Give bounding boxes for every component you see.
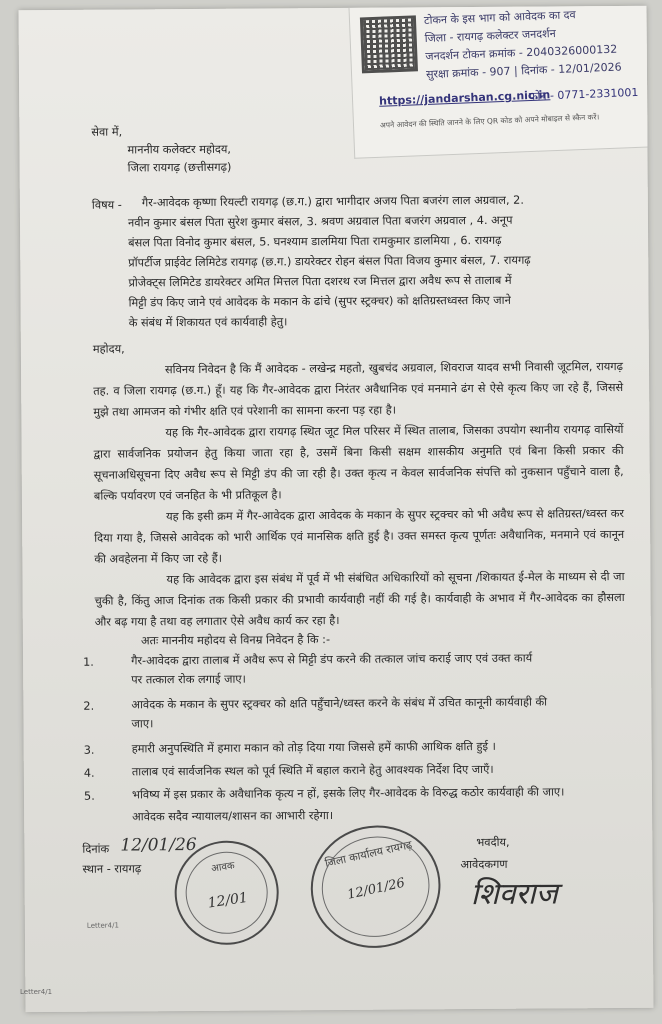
paragraph-1: सविनय निवेदन है कि मैं आवेदक - लखेन्द्र महतो, खुबचंद अग्रवाल, शिवराज यादव सभी निवासी जूटमिल, रायगढ़ तह. व जिला रायगढ़ (छ.ग.) हूँ। यह कि गैर-आवेदक द्वारा निरंतर अवैधानिक एवं मनमाने ढंग से ऐसे कृत्य किए जा रहे हैं, जिससे मुझे तथा आमजन को गंभीर क्षति एवं परेशानी का सामना करना पड़ रहा है। [93, 359, 624, 419]
stamp-right-date: 12/01/26 [346, 875, 407, 903]
jandarshan-url: https://jandarshan.cg.nic.in [378, 88, 551, 108]
paragraph-2: यह कि गैर-आवेदक द्वारा रायगढ़ स्थित जूट मिल परिसर में स्थित तालाब, जिसका उपयोग स्थानीय रायगढ़ वासियों द्वारा सार्वजनिक प्रयोजन हेतु किया जाता रहा है, उसमें बिना किसी सक्षम शासकीय अनुमति एवं बिना किसी प्रकार की सूचनाअधिसूचना दिए अवैध रूप से मिट्टी डंप की जा रही है। उक्त कृत्य न केवल सार्वजनिक संपत्ति को नुकसान पहुँचाने वाला है, बल्कि पर्यावरण एवं जनहित के भी प्रतिकूल है। [93, 422, 624, 503]
seva-mein: सेवा में, [91, 125, 123, 139]
subject-line: मिट्टी डंप किए जाने एवं आवेदक के मकान के ढांचे (सुपर स्ट्रक्चर) को क्षतिग्रस्तध्वस्त किए जाने [128, 293, 511, 310]
list-item-number: 3. [83, 743, 95, 757]
subject-line: प्रोजेक्ट्स लिमिटेड डायरेक्टर अमित मित्तल पिता दशरथ रज मित्तल द्वारा अवैध रूप से तालाब में [128, 273, 512, 290]
applicant-label: आवेदकगण [460, 857, 508, 872]
token-slip-district: जिला - रायगढ़ कलेक्टर जनदर्शन [424, 26, 556, 45]
qr-note: अपने आवेदन की स्थिति जानने के लिए QR कोड को अपने मोबाइल से स्कैन करें। [379, 112, 600, 130]
footer-inner: Letter4/1 [86, 921, 119, 930]
list-item: तालाब एवं सार्वजनिक स्थल को पूर्व स्थिति में बहाल कराने हेतु आवश्यक निर्देश दिए जाएँ। [131, 762, 494, 779]
letter-sheet [19, 6, 654, 1012]
token-slip-title: टोकन के इस भाग को आवेदक का दव [423, 8, 576, 28]
paragraph-3: यह कि इसी क्रम में गैर-आवेदक द्वारा आवेदक के मकान के सुपर स्ट्रक्चर को भी अवैध रूप से क्षतिग्रस्त/ध्वस्त कर दिया गया है, जिससे आवेदक को भारी आर्थिक एवं मानसिक क्षति हुई है। उक्त समस्त कृत्य पूर्णतः अवैधानिक, मनमाने एवं कानून की अवहेलना में किए जा रहे हैं। [94, 506, 625, 566]
token-slip [349, 6, 654, 159]
closing-line: आवेदक सदैव न्यायालय/शासन का आभारी रहेगा। [132, 809, 334, 824]
list-item-number: 2. [83, 699, 95, 713]
subject-label: विषय - [91, 198, 122, 212]
address-line-1: माननीय कलेक्टर महोदय, [127, 142, 232, 157]
list-item-number: 4. [83, 766, 95, 780]
list-item: भविष्य में इस प्रकार के अवैधानिक कृत्य न हों, इसके लिए गैर-आवेदक के विरुद्ध कठोर कार्यवाही की जाए। [131, 785, 565, 802]
office-stamp [299, 813, 452, 960]
subject-line: के संबंध में शिकायत एवं कार्यवाही हेतु। [128, 315, 288, 330]
place: स्थान - रायगढ़ [82, 862, 142, 876]
bhavdiya: भवदीय, [476, 835, 510, 850]
subject-line: प्रॉपर्टीज प्राईवेट लिमिटेड रायगढ़ (छ.ग.) डायरेक्टर रोहन बंसल पिता विजय कुमार बंसल, 7. रायगढ़ [128, 253, 531, 270]
address-line-2: जिला रायगढ़ (छत्तीसगढ़) [127, 160, 232, 175]
phone-number: फोन - 0771-2331001 [528, 85, 639, 104]
list-item-number: 1. [83, 655, 94, 669]
applicant-signature: शिवराज [470, 876, 558, 913]
list-item: पर तत्काल रोक लगाई जाए। [131, 672, 246, 687]
paragraph-4: यह कि आवेदक द्वारा इस संबंध में पूर्व में भी संबंधित अधिकारियों को सूचना /शिकायत ई-मेल के माध्यम से दी जा चुकी है, किंतु आज दिनांक तक किसी प्रकार की प्रभावी कार्यवाही नहीं की गई है। कार्यवाही के अभाव में गैर-आवेदक का हौसला और बढ़ गया है तथा वह लगातार ऐसे अवैध कार्य कर रहा है। [94, 569, 625, 629]
list-item-number: 5. [83, 789, 95, 803]
list-item: जाए। [131, 717, 154, 731]
token-number: जनदर्शन टोकन क्रमांक - 2040326000132 [425, 42, 618, 63]
list-item: गैर-आवेदक द्वारा तालाब में अवैध रूप से मिट्टी डंप करने की तत्काल जांच कराई जाए एवं उक्त कार्य [131, 651, 533, 668]
handwritten-date: 12/01/26 [120, 834, 197, 856]
stamp-left-top-text: आवक [210, 860, 236, 875]
subject-line: गैर-आवेदक कृष्णा रियल्टी रायगढ़ (छ.ग.) द्वारा भागीदार अजय पिता बजरंग लाल अग्रवाल, 2. [141, 193, 524, 210]
security-number-date: सुरक्षा क्रमांक - 907 | दिनांक - 12/01/2026 [425, 60, 622, 81]
subject-line: नवीन कुमार बंसल पिता सुरेश कुमार बंसल, 3. श्रवण अग्रवाल पिता बजरंग अग्रवाल , 4. अनूप [127, 213, 513, 230]
request-intro: अतः माननीय महोदय से विनम्र निवेदन है कि :- [140, 633, 331, 648]
qr-code-icon [360, 15, 418, 73]
salutation: महोदय, [92, 342, 125, 356]
list-item: हमारी अनुपस्थिति में हमारा मकान को तोड़ दिया गया जिससे हमें काफी आथिक क्षति हुई । [131, 739, 496, 756]
stamp-right-top-text: जिला कार्यालय रायगढ़ [323, 838, 414, 870]
stamp-left-date: 12/01 [206, 889, 249, 912]
date-label: दिनांक [82, 842, 110, 856]
footer-outer: Letter4/1 [20, 988, 53, 996]
list-item: आवेदक के मकान के सुपर स्ट्रक्चर को क्षति पहुँचाने/ध्वस्त करने के संबंध में उचित कानूनी कार्यवाही की [131, 695, 548, 712]
subject-line: बंसल पिता विनोद कुमार बंसल, 5. घनश्याम डालमिया पिता रामकुमार डालमिया , 6. रायगढ़ [128, 233, 502, 250]
